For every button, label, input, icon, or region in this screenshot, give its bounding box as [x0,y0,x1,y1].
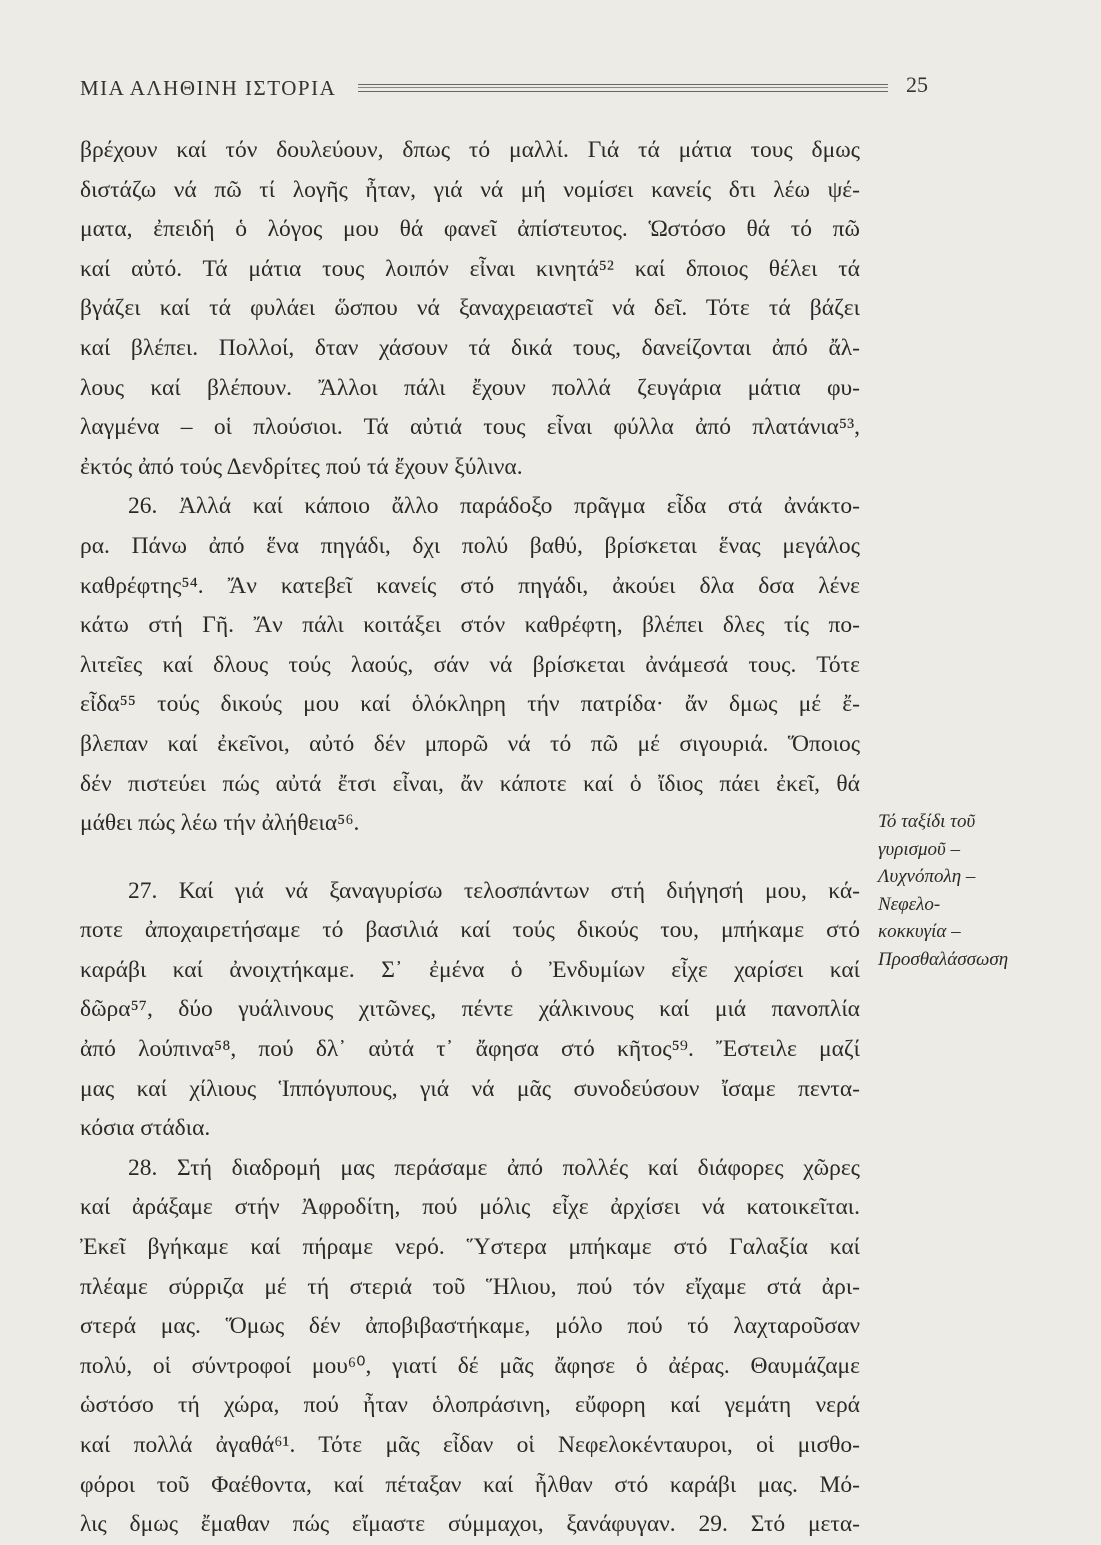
text-line: ματα, ἐπειδή ὁ λόγος μου θά φανεῖ ἀπίστευτος. Ὡστόσο θά τό πῶ [80,216,860,243]
text-line: Ἐκεῖ βγήκαμε καί πήραμε νερό. Ὕστερα μπήκαμε στό Γαλαξία καί [80,1234,860,1261]
paragraph-28-start: 28. Στή διαδρομή μας περάσαμε ἀπό πολλές καί διάφορες χῶρες [128,1154,860,1181]
text-line: δέν πιστεύει πώς αὐτά ἔτσι εἶναι, ἄν κάποτε καί ὁ ἴδιος πάει ἐκεῖ, θά [80,770,860,797]
text-line: μας καί χίλιους Ἱππόγυπους, γιά νά μᾶς συνοδεύσουν ἴσαμε πεντα- [80,1075,860,1102]
text-line: μάθει πώς λέω τήν ἀλήθεια⁵⁶. [80,810,360,837]
margin-note [878,808,1058,973]
text-line: ἐκτός ἀπό τούς Δενδρίτες πού τά ἔχουν ξύλινα. [80,453,523,480]
text-line: καί πολλά ἀγαθά⁶¹. Τότε μᾶς εἶδαν οἱ Νεφελοκένταυροι, οἱ μισθο- [80,1432,860,1458]
page-number: 25 [906,72,928,97]
text-line: βγάζει καί τά φυλάει ὥσπου νά ξαναχρειαστεῖ νά δεῖ. Τότε τά βάζει [80,295,860,322]
text-line: καί βλέπει. Πολλοί, δταν χάσουν τά δικά τους, δανείζονται ἀπό ἄλ- [80,334,860,361]
text-line: ρα. Πάνω ἀπό ἕνα πηγάδι, δχι πολύ βαθύ, βρίσκεται ἕνας μεγάλος [80,532,860,559]
text-line: λιτεῖες καί δλους τούς λαούς, σάν νά βρίσκεται ἀνάμεσά τους. Τότε [80,651,860,678]
text-line: στερά μας. Ὅμως δέν ἀποβιβαστήκαμε, μόλο πού τό λαχταροῦσαν [80,1313,860,1340]
text-line: φόροι τοῦ Φαέθοντα, καί πέταξαν καί ἦλθαν στό καράβι μας. Μό- [80,1471,860,1498]
text-line: πολύ, οἱ σύντροφοί μου⁶⁰, γιατί δέ μᾶς ἄφησε ὁ ἀέρας. Θαυμάζαμε [80,1352,860,1379]
margin-note-line: γυρισμοῦ – [878,838,960,860]
margin-note-line: Προσθαλάσσωση [878,948,1009,970]
text-line: κάτω στή Γῆ. Ἄν πάλι κοιτάξει στόν καθρέφτη, βλέπει δλες τίς πο- [80,612,860,639]
section-gap [80,844,860,872]
margin-note-line: κοκκυγία – [878,921,961,942]
text-line: καί αὐτό. Τά μάτια τους λοιπόν εἶναι κινητά⁵² καί δποιος θέλει τά [80,255,860,282]
paragraph-27-start: 27. Καί γιά νά ξαναγυρίσω τελοσπάντων στή διήγησή μου, κά- [128,877,860,904]
header-rule [358,84,888,92]
paragraph-26-start: 26. Ἀλλά καί κάποιο ἄλλο παράδοξο πρᾶγμα εἶδα στά ἀνάκτο- [128,493,860,520]
text-line: δῶρα⁵⁷, δύο γυάλινους χιτῶνες, πέντε χάλκινους καί μιά πανοπλία [80,996,860,1023]
text-line: καράβι καί ἀνοιχτήκαμε. Σ᾽ ἐμένα ὁ Ἐνδυμίων εἶχε χαρίσει καί [80,956,860,983]
text-line: κόσια στάδια. [80,1115,211,1142]
text-line: λαγμένα – οἱ πλούσιοι. Τά αὐτιά τους εἶναι φύλλα ἀπό πλατάνια⁵³, [80,414,860,441]
text-line: εἶδα⁵⁵ τούς δικούς μου καί ὁλόκληρη τήν πατρίδα· ἄν δμως μέ ἔ- [80,691,860,718]
running-header [80,70,928,106]
body-text [80,131,860,1545]
margin-note-line: Τό ταξίδι τοῦ [878,811,976,832]
text-line: λους καί βλέπουν. Ἄλλοι πάλι ἔχουν πολλά ζευγάρια μάτια φυ- [80,374,860,401]
text-line: καθρέφτης⁵⁴. Ἄν κατεβεῖ κανείς στό πηγάδι, ἀκούει δλα δσα λένε [80,572,860,599]
margin-note-line: Λυχνόπολη – [878,866,976,887]
text-line: βλεπαν καί ἐκεῖνοι, αὐτό δέν μπορῶ νά τό πῶ μέ σιγουριά. Ὅποιος [80,730,860,757]
running-title: ΜΙΑ ΑΛΗΘΙΝΗ ΙΣΤΟΡΙΑ [80,76,337,100]
text-line: ποτε ἀποχαιρετήσαμε τό βασιλιά καί τούς δικούς του, μπήκαμε στό [80,917,860,944]
text-line: ἀπό λούπινα⁵⁸, πού δλ᾽ αὐτά τ᾽ ἄφησα στό κῆτος⁵⁹. Ἔστειλε μαζί [80,1036,860,1063]
text-line: λις δμως ἔμαθαν πώς εἴμαστε σύμμαχοι, ξανάφυγαν. 29. Στό μετα- [80,1511,860,1538]
text-line: βρέχουν καί τόν δουλεύουν, δπως τό μαλλί. Γιά τά μάτια τους δμως [80,137,860,163]
text-line: καί ἀράξαμε στήν Ἀφροδίτη, πού μόλις εἶχε ἀρχίσει νά κατοικεῖται. [80,1194,860,1221]
text-line: πλέαμε σύρριζα μέ τή στεριά τοῦ Ἥλιου, πού τόν εἴχαμε στά ἀρι- [80,1273,860,1300]
text-line: διστάζω νά πῶ τί λογῆς ἦταν, γιά νά μή νομίσει κανείς δτι λέω ψέ- [80,176,860,203]
text-line: ὡστόσο τή χώρα, πού ἦταν ὁλοπράσινη, εὔφορη καί γεμάτη νερά [80,1392,860,1419]
margin-note-line: Νεφελο- [878,893,941,915]
